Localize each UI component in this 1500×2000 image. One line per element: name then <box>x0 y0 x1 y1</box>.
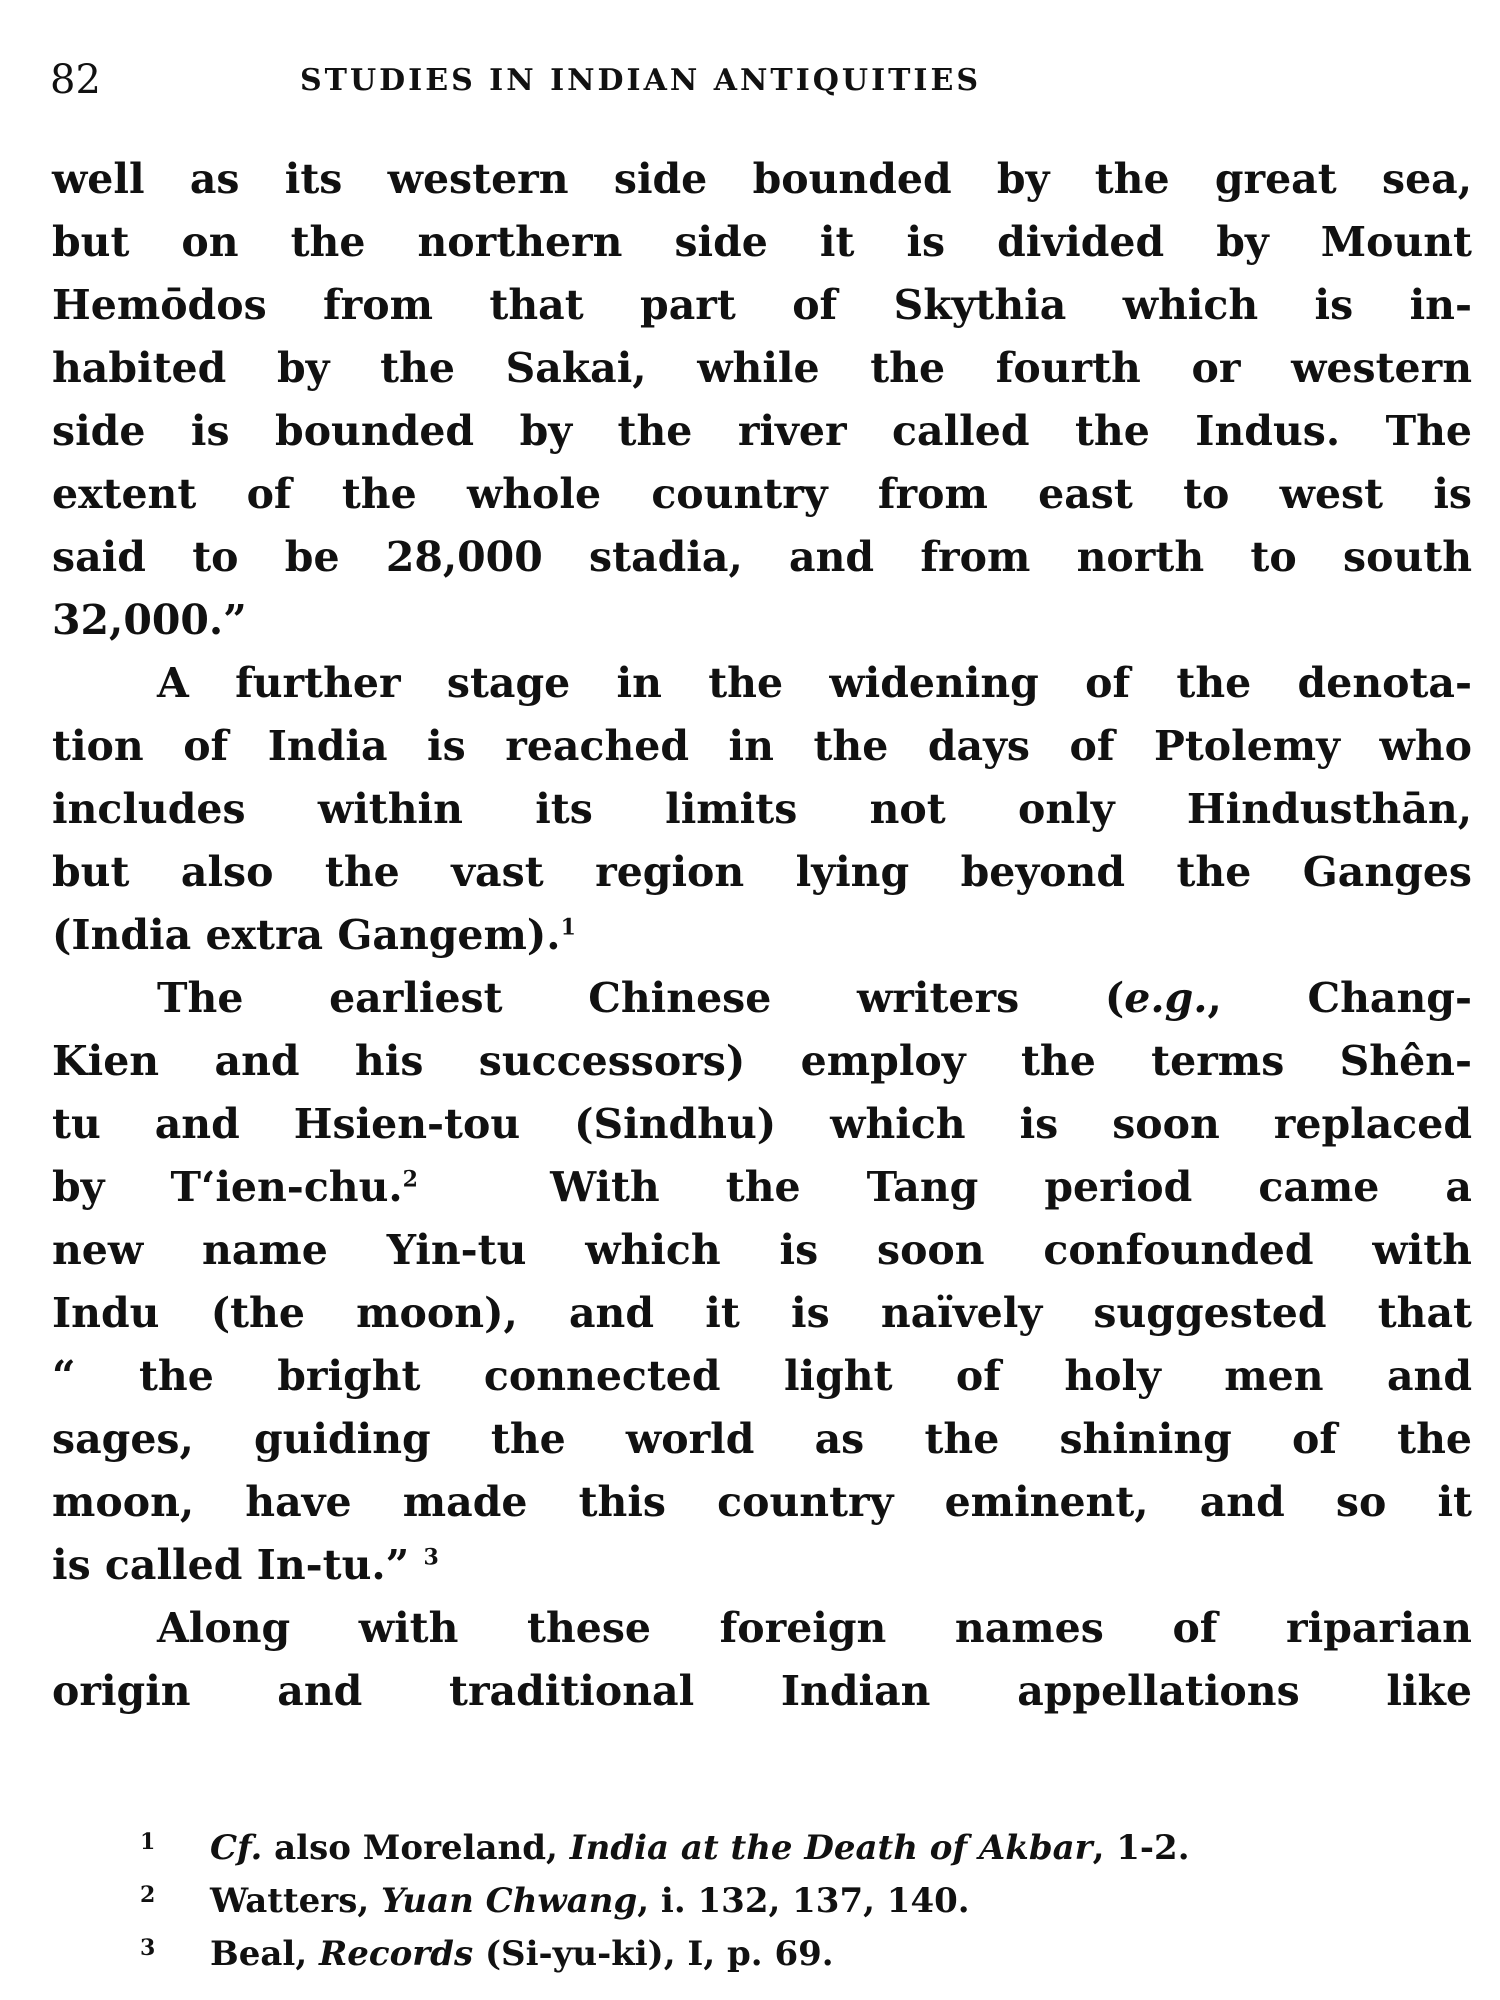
footnote-title: India at the Death of Akbar <box>569 1828 1093 1868</box>
page-number: 82 <box>50 57 101 103</box>
page-header <box>50 55 1470 115</box>
footnote <box>140 1822 1480 1875</box>
text-line: extent of the whole country from east to west is <box>52 470 1472 518</box>
text-line: 32,000.” <box>52 596 247 644</box>
footnote-title: Records <box>319 1934 474 1974</box>
text-line: tion of India is reached in the days of Ptolemy who <box>52 722 1472 770</box>
text-line: includes within its limits not only Hindusthān, <box>52 785 1472 833</box>
footnote-ref: 2 <box>402 1166 418 1193</box>
text-line: Hemōdos from that part of Skythia which is in- <box>52 281 1472 329</box>
text-line: origin and traditional Indian appellations like <box>52 1667 1472 1715</box>
footnote-text: Watters, <box>210 1881 382 1921</box>
footnote-title: Yuan Chwang <box>381 1881 638 1921</box>
text-line <box>52 967 1472 1030</box>
footnote-ref: 3 <box>423 1544 439 1571</box>
text-line: moon, have made this country eminent, and so it <box>52 1478 1472 1526</box>
text-line: but on the northern side it is divided by Mount <box>52 218 1472 266</box>
footnote-text: , 1-2. <box>1092 1828 1190 1868</box>
text-segment: , Chang- <box>1207 974 1472 1022</box>
body-text <box>52 148 1472 1723</box>
footnote-text: Beal, <box>210 1934 319 1974</box>
footnote-text: also Moreland, <box>262 1828 570 1868</box>
footnote-mark: 3 <box>140 1935 156 1961</box>
text-line: “ the bright connected light of holy men and <box>52 1352 1472 1400</box>
footnote-mark: 2 <box>140 1882 156 1908</box>
text-line: habited by the Sakai, while the fourth or western <box>52 344 1472 392</box>
text-line: sages, guiding the world as the shining of the <box>52 1415 1472 1463</box>
footnote-text: (Si-yu-ki), I, p. 69. <box>473 1934 834 1974</box>
text-line: new name Yin-tu which is soon confounded with <box>52 1226 1472 1274</box>
text-line: Indu (the moon), and it is naïvely suggested that <box>52 1289 1472 1337</box>
text-line: tu and Hsien-tou (Sindhu) which is soon replaced <box>52 1100 1472 1148</box>
text-line: side is bounded by the river called the Indus. The <box>52 407 1472 455</box>
text-segment: With the Tang period came a <box>550 1163 1472 1211</box>
text-segment: The earliest Chinese writers ( <box>157 974 1125 1022</box>
footnote-text: , i. 132, 137, 140. <box>637 1881 970 1921</box>
text-line: Along with these foreign names of riparian <box>157 1604 1472 1652</box>
text-line: but also the vast region lying beyond the Ganges <box>52 848 1472 896</box>
footnotes <box>140 1822 1480 1981</box>
text-line <box>52 1156 1472 1219</box>
running-title: STUDIES IN INDIAN ANTIQUITIES <box>300 63 981 98</box>
text-line: well as its western side bounded by the great sea, <box>52 155 1472 203</box>
text-segment: (India extra Gangem). <box>52 911 561 959</box>
text-line: A further stage in the widening of the denota- <box>157 659 1472 707</box>
text-segment-italic: e.g. <box>1124 974 1208 1022</box>
footnote <box>140 1928 1480 1981</box>
footnote-text: Cf. <box>210 1828 263 1868</box>
text-line: said to be 28,000 stadia, and from north to south <box>52 533 1472 581</box>
text-segment: by T‘ien-chu. <box>52 1163 403 1211</box>
text-line <box>52 1534 1472 1597</box>
footnote <box>140 1875 1480 1928</box>
text-segment: is called In-tu.” <box>52 1541 410 1589</box>
footnote-ref: 1 <box>560 914 576 941</box>
footnote-mark: 1 <box>140 1829 156 1855</box>
text-line: Kien and his successors) employ the terms Shên- <box>52 1037 1472 1085</box>
text-line <box>52 904 1472 967</box>
